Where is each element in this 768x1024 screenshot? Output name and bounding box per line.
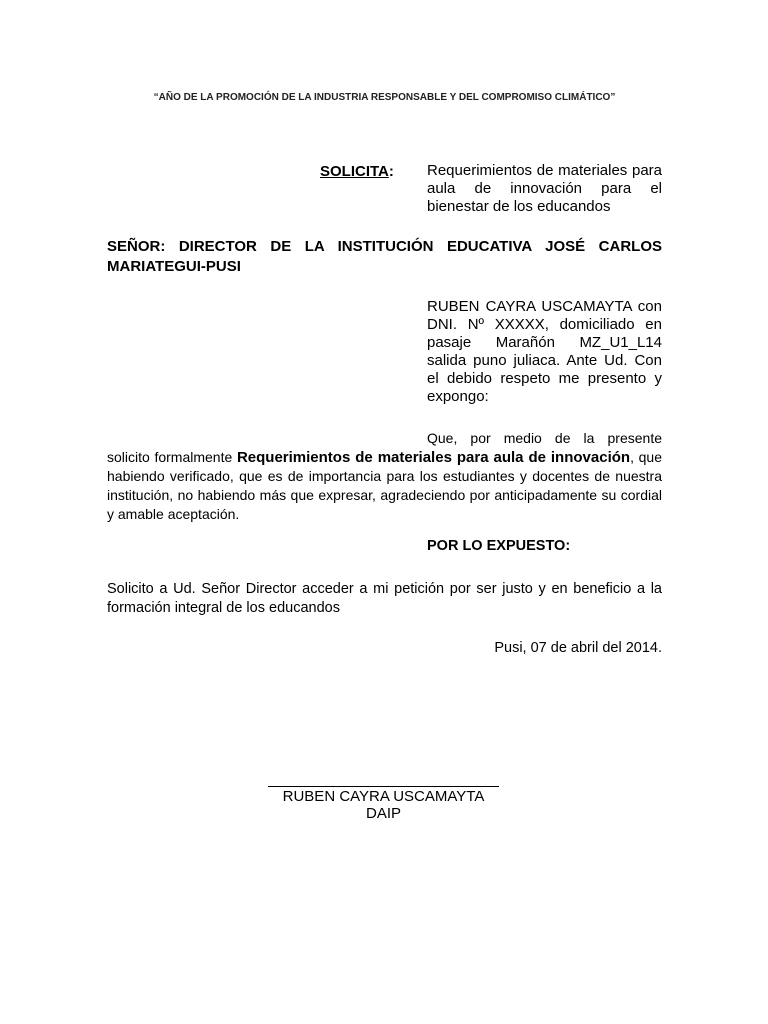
closing-paragraph: Solicito a Ud. Señor Director acceder a mi petición por ser justo y en beneficio a la formación integral de los educandos [107,581,662,616]
subject-label-colon: : [388,163,394,180]
subject-label-text: SOLICITA [320,163,389,180]
por-lo-expuesto: POR LO EXPUESTO: [427,538,571,554]
request-paragraph [107,429,662,524]
signature-title: DAIP [365,805,401,822]
signature-name: RUBEN CAYRA USCAMAYTA [282,788,485,805]
signature-line [268,786,499,787]
year-motto: “AÑO DE LA PROMOCIÓN DE LA INDUSTRIA RESPONSABLE Y DEL COMPROMISO CLIMÁTICO” [153,92,616,103]
subject-label [320,163,394,180]
date-line: Pusi, 07 de abril del 2014. [494,640,662,656]
addressee: SEÑOR: DIRECTOR DE LA INSTITUCIÓN EDUCATIVA JOSÉ CARLOS MARIATEGUI-PUSI [107,238,662,275]
subject-text: Requerimientos de materiales para aula de innovación para el bienestar de los educandos [427,162,662,215]
request-emphasis: Requerimientos de materiales para aula de innovación [236,449,631,466]
request-rest: , que habiendo verificado, que es de importancia para los estudiantes y docentes de nuestra institución, no habiendo más que expresar, agradeciendo por anticipadamente su cordial y amable aceptación. [107,449,662,522]
request-intro: Que, por medio de la presente solicito formalmente [107,430,662,465]
sender-block: RUBEN CAYRA USCAMAYTA con DNI. Nº XXXXX, domiciliado en pasaje Marañón MZ_U1_L14 salida puno juliaca. Ante Ud. Con el debido respeto me presento y expongo: [427,298,662,405]
